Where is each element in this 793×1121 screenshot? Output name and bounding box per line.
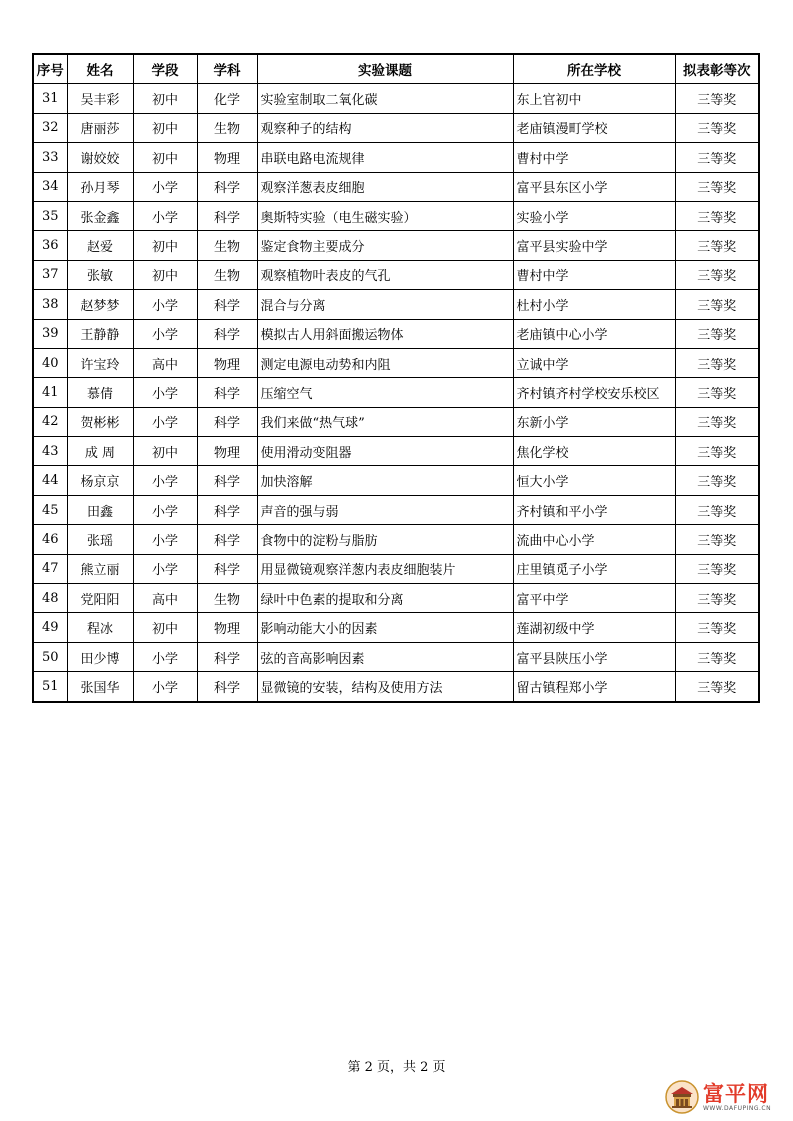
- cell-award: 三等奖: [675, 466, 759, 495]
- cell-subject: 生物: [197, 231, 257, 260]
- cell-school: 富平县东区小学: [513, 172, 675, 201]
- table-row: [33, 143, 759, 172]
- cell-subject: 科学: [197, 378, 257, 407]
- cell-award: 三等奖: [675, 584, 759, 613]
- cell-school: 东上官初中: [513, 84, 675, 113]
- cell-subject: 物理: [197, 437, 257, 466]
- cell-index: 48: [33, 584, 67, 613]
- cell-school: 流曲中心小学: [513, 525, 675, 554]
- table-row: [33, 84, 759, 113]
- cell-index: 43: [33, 437, 67, 466]
- cell-award: 三等奖: [675, 642, 759, 671]
- cell-level: 高中: [133, 348, 197, 377]
- cell-topic: 鉴定食物主要成分: [257, 231, 513, 260]
- cell-school: 东新小学: [513, 407, 675, 436]
- cell-name: 许宝玲: [67, 348, 133, 377]
- cell-index: 47: [33, 554, 67, 583]
- cell-index: 37: [33, 260, 67, 289]
- cell-topic: 串联电路电流规律: [257, 143, 513, 172]
- cell-award: 三等奖: [675, 231, 759, 260]
- cell-topic: 观察种子的结构: [257, 113, 513, 142]
- cell-index: 36: [33, 231, 67, 260]
- cell-level: 小学: [133, 672, 197, 702]
- cell-subject: 物理: [197, 143, 257, 172]
- cell-level: 小学: [133, 642, 197, 671]
- cell-school: 富平县实验中学: [513, 231, 675, 260]
- cell-level: 小学: [133, 172, 197, 201]
- cell-level: 小学: [133, 407, 197, 436]
- cell-award: 三等奖: [675, 672, 759, 702]
- cell-award: 三等奖: [675, 290, 759, 319]
- table-row: [33, 319, 759, 348]
- cell-name: 熊立丽: [67, 554, 133, 583]
- cell-subject: 生物: [197, 584, 257, 613]
- cell-school: 齐村镇齐村学校安乐校区: [513, 378, 675, 407]
- cell-topic: 绿叶中色素的提取和分离: [257, 584, 513, 613]
- cell-index: 40: [33, 348, 67, 377]
- cell-name: 赵梦梦: [67, 290, 133, 319]
- cell-award: 三等奖: [675, 201, 759, 230]
- table-row: [33, 113, 759, 142]
- cell-subject: 科学: [197, 525, 257, 554]
- cell-school: 曹村中学: [513, 260, 675, 289]
- table-row: [33, 201, 759, 230]
- cell-subject: 物理: [197, 348, 257, 377]
- cell-name: 赵爱: [67, 231, 133, 260]
- cell-subject: 科学: [197, 672, 257, 702]
- column-header: 拟表彰等次: [675, 54, 759, 84]
- cell-subject: 生物: [197, 113, 257, 142]
- column-header: 序号: [33, 54, 67, 84]
- cell-index: 31: [33, 84, 67, 113]
- cell-award: 三等奖: [675, 172, 759, 201]
- cell-index: 49: [33, 613, 67, 642]
- table-body: [33, 84, 759, 702]
- cell-school: 曹村中学: [513, 143, 675, 172]
- cell-topic: 模拟古人用斜面搬运物体: [257, 319, 513, 348]
- cell-school: 恒大小学: [513, 466, 675, 495]
- cell-name: 谢姣姣: [67, 143, 133, 172]
- cell-subject: 生物: [197, 260, 257, 289]
- cell-topic: 显微镜的安装，结构及使用方法: [257, 672, 513, 702]
- cell-award: 三等奖: [675, 348, 759, 377]
- table-header-row: [33, 54, 759, 84]
- cell-subject: 科学: [197, 290, 257, 319]
- cell-name: 吴丰彩: [67, 84, 133, 113]
- cell-level: 初中: [133, 613, 197, 642]
- cell-name: 张敏: [67, 260, 133, 289]
- cell-name: 党阳阳: [67, 584, 133, 613]
- cell-school: 老庙镇漫町学校: [513, 113, 675, 142]
- cell-school: 莲湖初级中学: [513, 613, 675, 642]
- cell-subject: 科学: [197, 319, 257, 348]
- cell-topic: 用显微镜观察洋葱内表皮细胞装片: [257, 554, 513, 583]
- cell-topic: 奥斯特实验（电生磁实验）: [257, 201, 513, 230]
- cell-subject: 化学: [197, 84, 257, 113]
- cell-name: 杨京京: [67, 466, 133, 495]
- cell-level: 初中: [133, 143, 197, 172]
- cell-level: 小学: [133, 525, 197, 554]
- cell-topic: 实验室制取二氧化碳: [257, 84, 513, 113]
- cell-subject: 科学: [197, 172, 257, 201]
- cell-topic: 弦的音高影响因素: [257, 642, 513, 671]
- cell-school: 齐村镇和平小学: [513, 495, 675, 524]
- table-row: [33, 407, 759, 436]
- table-row: [33, 290, 759, 319]
- cell-award: 三等奖: [675, 525, 759, 554]
- watermark-url: WWW.DAFUPING.CN: [703, 1105, 772, 1112]
- cell-award: 三等奖: [675, 113, 759, 142]
- cell-topic: 加快溶解: [257, 466, 513, 495]
- cell-award: 三等奖: [675, 437, 759, 466]
- cell-name: 王静静: [67, 319, 133, 348]
- cell-level: 小学: [133, 554, 197, 583]
- column-header: 所在学校: [513, 54, 675, 84]
- awards-table-container: [32, 53, 760, 703]
- cell-index: 50: [33, 642, 67, 671]
- cell-name: 慕倩: [67, 378, 133, 407]
- cell-name: 张金鑫: [67, 201, 133, 230]
- cell-level: 小学: [133, 290, 197, 319]
- cell-subject: 科学: [197, 495, 257, 524]
- cell-subject: 科学: [197, 554, 257, 583]
- cell-topic: 我们来做“热气球”: [257, 407, 513, 436]
- cell-level: 小学: [133, 495, 197, 524]
- column-header: 实验课题: [257, 54, 513, 84]
- table-row: [33, 437, 759, 466]
- cell-award: 三等奖: [675, 378, 759, 407]
- cell-topic: 测定电源电动势和内阻: [257, 348, 513, 377]
- cell-name: 成 周: [67, 437, 133, 466]
- table-row: [33, 348, 759, 377]
- cell-level: 初中: [133, 437, 197, 466]
- cell-topic: 混合与分离: [257, 290, 513, 319]
- cell-index: 42: [33, 407, 67, 436]
- cell-name: 张国华: [67, 672, 133, 702]
- watermark-name: 富平网: [703, 1082, 769, 1106]
- cell-level: 初中: [133, 231, 197, 260]
- cell-school: 庄里镇觅子小学: [513, 554, 675, 583]
- cell-topic: 声音的强与弱: [257, 495, 513, 524]
- cell-award: 三等奖: [675, 613, 759, 642]
- table-row: [33, 525, 759, 554]
- cell-level: 初中: [133, 84, 197, 113]
- cell-school: 富平中学: [513, 584, 675, 613]
- cell-topic: 使用滑动变阻器: [257, 437, 513, 466]
- cell-name: 田少博: [67, 642, 133, 671]
- table-row: [33, 378, 759, 407]
- cell-index: 46: [33, 525, 67, 554]
- cell-topic: 观察植物叶表皮的气孔: [257, 260, 513, 289]
- cell-topic: 影响动能大小的因素: [257, 613, 513, 642]
- cell-index: 33: [33, 143, 67, 172]
- cell-award: 三等奖: [675, 143, 759, 172]
- cell-school: 杜村小学: [513, 290, 675, 319]
- cell-level: 小学: [133, 378, 197, 407]
- cell-school: 富平县陕压小学: [513, 642, 675, 671]
- cell-index: 51: [33, 672, 67, 702]
- cell-name: 田鑫: [67, 495, 133, 524]
- cell-level: 小学: [133, 466, 197, 495]
- cell-index: 41: [33, 378, 67, 407]
- page-footer: 第 2 页，共 2 页: [347, 1060, 446, 1075]
- cell-index: 34: [33, 172, 67, 201]
- cell-level: 初中: [133, 113, 197, 142]
- table-row: [33, 642, 759, 671]
- cell-award: 三等奖: [675, 84, 759, 113]
- cell-index: 38: [33, 290, 67, 319]
- table-row: [33, 495, 759, 524]
- cell-school: 立诚中学: [513, 348, 675, 377]
- cell-award: 三等奖: [675, 260, 759, 289]
- site-watermark: [665, 1080, 785, 1116]
- table-row: [33, 231, 759, 260]
- column-header: 学科: [197, 54, 257, 84]
- cell-subject: 物理: [197, 613, 257, 642]
- cell-level: 高中: [133, 584, 197, 613]
- cell-school: 实验小学: [513, 201, 675, 230]
- table-row: [33, 172, 759, 201]
- cell-name: 张瑶: [67, 525, 133, 554]
- cell-school: 焦化学校: [513, 437, 675, 466]
- awards-table: [32, 53, 760, 703]
- column-header: 学段: [133, 54, 197, 84]
- column-header: 姓名: [67, 54, 133, 84]
- cell-award: 三等奖: [675, 495, 759, 524]
- cell-level: 初中: [133, 260, 197, 289]
- cell-index: 35: [33, 201, 67, 230]
- table-row: [33, 613, 759, 642]
- cell-subject: 科学: [197, 466, 257, 495]
- table-row: [33, 466, 759, 495]
- cell-subject: 科学: [197, 407, 257, 436]
- cell-topic: 食物中的淀粉与脂肪: [257, 525, 513, 554]
- table-row: [33, 260, 759, 289]
- cell-index: 32: [33, 113, 67, 142]
- cell-index: 45: [33, 495, 67, 524]
- cell-subject: 科学: [197, 201, 257, 230]
- cell-name: 贺彬彬: [67, 407, 133, 436]
- table-row: [33, 584, 759, 613]
- cell-name: 程冰: [67, 613, 133, 642]
- table-row: [33, 554, 759, 583]
- cell-level: 小学: [133, 201, 197, 230]
- cell-index: 39: [33, 319, 67, 348]
- cell-name: 唐丽莎: [67, 113, 133, 142]
- cell-award: 三等奖: [675, 319, 759, 348]
- cell-school: 留古镇程郑小学: [513, 672, 675, 702]
- table-row: [33, 672, 759, 702]
- cell-level: 小学: [133, 319, 197, 348]
- cell-school: 老庙镇中心小学: [513, 319, 675, 348]
- cell-name: 孙月琴: [67, 172, 133, 201]
- cell-award: 三等奖: [675, 554, 759, 583]
- cell-subject: 科学: [197, 642, 257, 671]
- cell-topic: 观察洋葱表皮细胞: [257, 172, 513, 201]
- cell-award: 三等奖: [675, 407, 759, 436]
- cell-topic: 压缩空气: [257, 378, 513, 407]
- cell-index: 44: [33, 466, 67, 495]
- building-logo-icon: [665, 1080, 699, 1114]
